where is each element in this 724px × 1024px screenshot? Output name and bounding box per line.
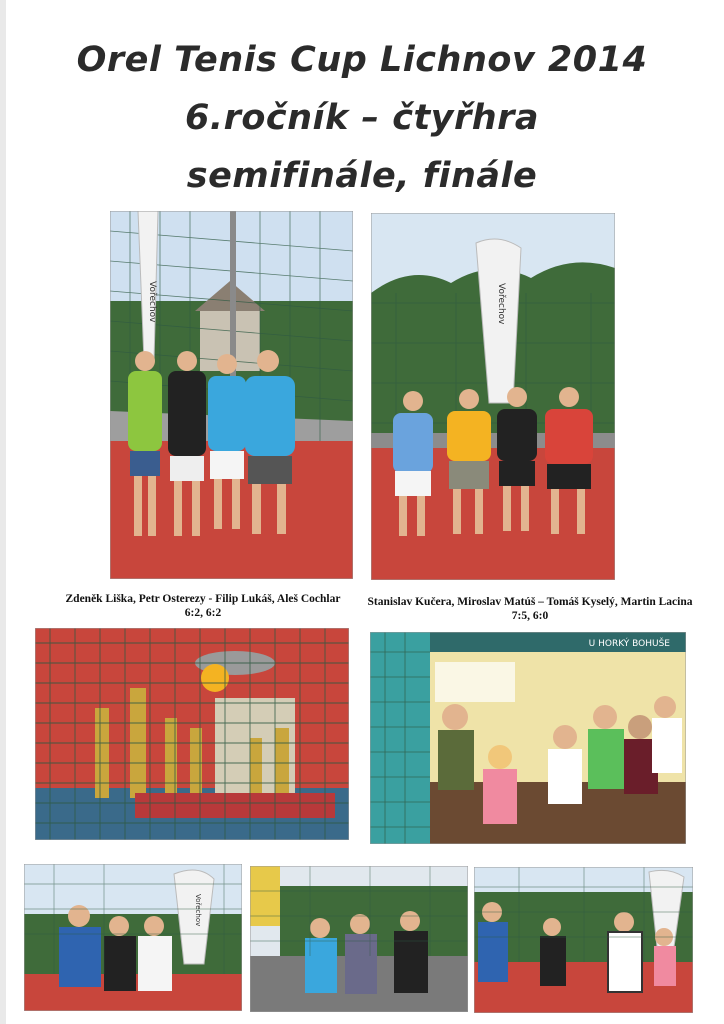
photo-semifinal-left bbox=[110, 211, 353, 579]
sign-text: U HORKÝ BOHUŠE bbox=[588, 639, 670, 649]
photo-bottom-2 bbox=[250, 866, 468, 1012]
photo-bottom-1 bbox=[24, 864, 242, 1011]
page-edge bbox=[0, 0, 6, 1024]
caption-semifinal-right bbox=[357, 595, 703, 623]
title-line-3: semifinále, finále bbox=[186, 156, 538, 196]
photo-audience bbox=[370, 632, 686, 844]
banner-text-bottom: Vořechov bbox=[194, 894, 202, 927]
caption-score-right: 7:5, 6:0 bbox=[511, 610, 549, 622]
caption-score-left: 6:2, 6:2 bbox=[184, 607, 222, 619]
title-line-1: Orel Tenis Cup Lichnov 2014 bbox=[76, 40, 648, 80]
photo-trophies bbox=[35, 628, 349, 840]
banner-text-left: Vořechov bbox=[147, 281, 157, 323]
banner-text-right: Vořechov bbox=[496, 283, 506, 325]
photo-semifinal-right bbox=[371, 213, 615, 580]
photo-bottom-3 bbox=[474, 867, 693, 1013]
caption-semifinal-left bbox=[38, 592, 368, 620]
title-line-2: 6.ročník – čtyřhra bbox=[184, 98, 540, 138]
caption-names-right: Stanislav Kučera, Miroslav Matúš – Tomáš Kyselý, Martin Lacina bbox=[367, 596, 693, 608]
caption-names-left: Zdeněk Liška, Petr Osterezy - Filip Lukáš, Aleš Cochlar bbox=[65, 593, 341, 605]
